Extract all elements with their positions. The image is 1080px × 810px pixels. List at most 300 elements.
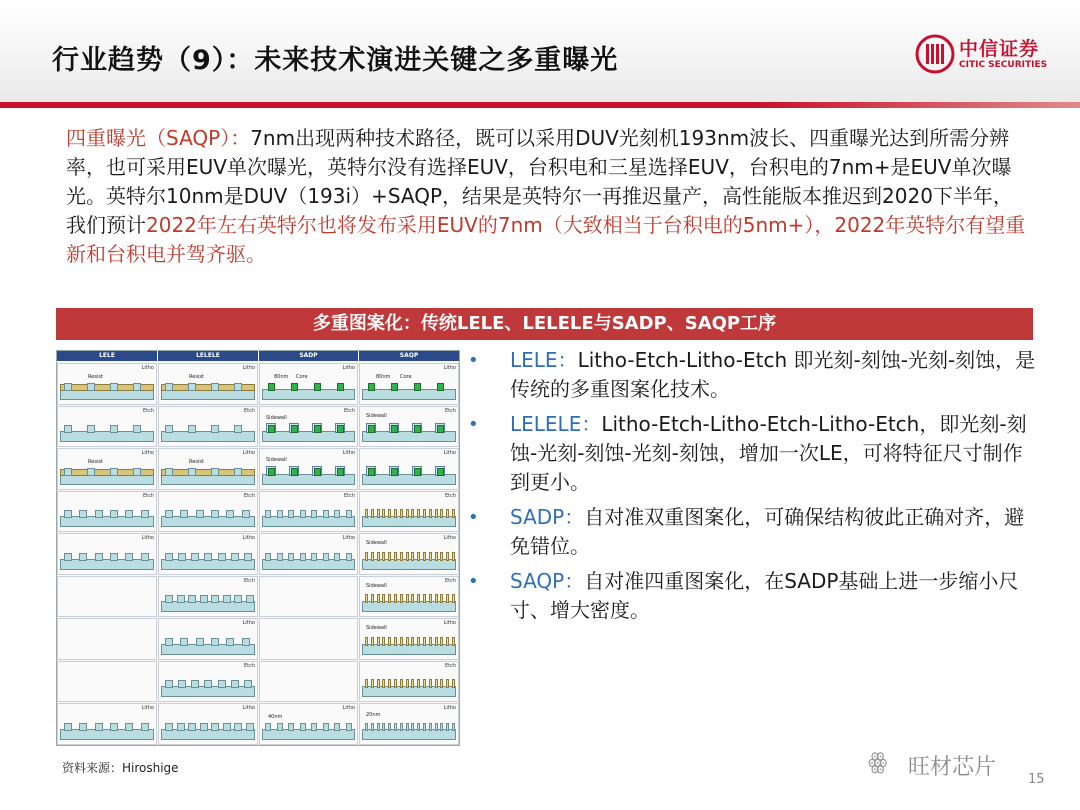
pattern-line — [125, 723, 133, 731]
diagram-cell — [259, 491, 358, 533]
spacer-fin — [411, 509, 414, 518]
pattern-line — [125, 510, 133, 518]
diagram-cell — [359, 703, 459, 745]
dimension-label: 80nm — [376, 374, 391, 380]
spacer-fin — [382, 637, 385, 646]
step-label: Etch — [243, 662, 255, 669]
step-label: Litho — [443, 365, 456, 371]
step-label: Litho — [141, 535, 154, 541]
spacer-fin — [423, 637, 426, 646]
spacer-fin — [371, 637, 374, 646]
pattern-line — [417, 723, 420, 731]
pattern-line — [334, 510, 340, 518]
sidewall-label: Sidewall — [266, 457, 287, 463]
pattern-line — [177, 723, 185, 731]
spacer-fin — [429, 594, 432, 603]
pattern-line — [165, 468, 173, 476]
pattern-line — [277, 510, 283, 518]
spacer-fin — [435, 509, 438, 518]
dimension-label: 40nm — [268, 714, 283, 720]
spacer-fin — [400, 679, 403, 688]
bullet-text: Litho-Etch-Litho-Etch-Litho-Etch，即光刻-刻蚀-光刻-刻蚀-光刻-刻蚀，增加一次LE，可将特征尺寸制作到更小。 — [510, 412, 1027, 494]
spacer-fin — [382, 552, 385, 561]
step-label: Etch — [444, 662, 456, 669]
spacer-fin — [452, 637, 455, 646]
pattern-line — [200, 723, 208, 731]
spacer-fin — [377, 552, 380, 561]
pattern-line — [323, 723, 329, 731]
diagram-cell — [158, 491, 258, 533]
core-mandrel — [368, 425, 375, 433]
spacer-fin — [406, 594, 409, 603]
spacer-fin — [400, 552, 403, 561]
pattern-line — [95, 553, 103, 561]
step-label: Etch — [444, 407, 456, 414]
header-divider — [0, 102, 1080, 108]
pattern-line — [79, 553, 87, 561]
core-mandrel — [391, 383, 398, 391]
pattern-line — [178, 553, 186, 561]
spacer-fin — [394, 679, 397, 688]
diagram-cell — [259, 618, 358, 660]
step-label: Litho — [342, 365, 355, 371]
pattern-line — [211, 723, 219, 731]
step-label: Litho — [342, 705, 355, 711]
spacer-fin — [365, 594, 368, 603]
bullet-text: Litho-Etch-Litho-Etch 即光刻-刻蚀-光刻-刻蚀，是传统的多重图案化技术。 — [510, 348, 1036, 401]
spacer-fin — [365, 637, 368, 646]
spacer-fin — [394, 637, 397, 646]
spacer-fin — [440, 679, 443, 688]
pattern-line — [204, 553, 212, 561]
pattern-line — [200, 595, 208, 603]
pattern-line — [242, 510, 250, 518]
spacer-fin — [452, 594, 455, 603]
bullet-item — [466, 410, 1036, 497]
bullet-item — [466, 567, 1036, 625]
spacer-fin — [377, 594, 380, 603]
spacer-fin — [423, 679, 426, 688]
bullet-item — [466, 346, 1036, 404]
diagram-cell — [359, 491, 459, 533]
core-mandrel — [414, 468, 421, 476]
spacer-fin — [411, 637, 414, 646]
spacer-fin — [417, 637, 420, 646]
pattern-line — [79, 723, 87, 731]
pattern-line — [211, 510, 219, 518]
diagram-cell — [57, 363, 157, 405]
pattern-line — [244, 680, 252, 688]
spacer-fin — [400, 637, 403, 646]
pattern-line — [64, 425, 72, 433]
pattern-line — [165, 425, 173, 433]
diagram-cell — [57, 618, 157, 660]
spacer-fin — [435, 594, 438, 603]
core-mandrel — [314, 468, 321, 476]
pattern-line — [423, 723, 426, 731]
pattern-line — [87, 468, 95, 476]
spacer-fin — [440, 509, 443, 518]
core-mandrel — [268, 468, 275, 476]
pattern-line — [64, 510, 72, 518]
pattern-line — [265, 553, 271, 561]
step-label: Etch — [243, 492, 255, 499]
spacer-fin — [388, 637, 391, 646]
diagram-cell — [359, 533, 459, 575]
core-mandrel — [368, 383, 375, 391]
pattern-line — [226, 638, 234, 646]
pattern-line — [133, 425, 141, 433]
pattern-line — [188, 425, 196, 433]
core-label: Core — [400, 374, 412, 380]
core-mandrel — [391, 425, 398, 433]
pattern-line — [323, 510, 329, 518]
pattern-line — [446, 723, 449, 731]
spacer-fin — [382, 594, 385, 603]
diagram-cell — [158, 363, 258, 405]
bullet-dot-icon: • — [468, 571, 479, 592]
step-label: Litho — [242, 620, 255, 626]
diagram-cell — [57, 406, 157, 448]
spacer-fin — [388, 594, 391, 603]
pattern-line — [377, 723, 380, 731]
diagram-cell — [259, 661, 358, 703]
diagram-cell — [57, 661, 157, 703]
diagram-cell — [259, 406, 358, 448]
watermark — [868, 747, 1038, 781]
pattern-line — [265, 723, 271, 731]
pattern-line — [196, 638, 204, 646]
step-label: Litho — [141, 450, 154, 456]
pattern-line — [435, 723, 438, 731]
step-label: Etch — [243, 577, 255, 584]
spacer-fin — [417, 679, 420, 688]
bullet-text: 自对准四重图案化，在SADP基础上进一步缩小尺寸、增大密度。 — [510, 569, 1019, 622]
pattern-line — [133, 468, 141, 476]
pattern-line — [211, 425, 219, 433]
pattern-line — [234, 468, 242, 476]
pattern-line — [178, 680, 186, 688]
step-label: Etch — [142, 492, 154, 499]
spacer-fin — [411, 679, 414, 688]
pattern-line — [388, 723, 391, 731]
diagram-cell — [158, 618, 258, 660]
section-banner: 多重图案化：传统LELE、LELELE与SADP、SAQP工序 — [56, 308, 1033, 340]
pattern-line — [300, 553, 306, 561]
spacer-fin — [377, 509, 380, 518]
spacer-fin — [406, 552, 409, 561]
pattern-line — [110, 510, 118, 518]
page-title: 行业趋势（9）：未来技术演进关键之多重曝光 — [52, 45, 619, 76]
pattern-line — [191, 680, 199, 688]
sidewall-label: Sidewall — [366, 412, 387, 419]
pattern-line — [382, 723, 385, 731]
pattern-line — [334, 553, 340, 561]
diagram-col-header: LELE — [57, 351, 157, 361]
spacer-fin — [371, 552, 374, 561]
pattern-line — [211, 468, 219, 476]
bullet-term: LELE： — [510, 348, 578, 372]
spacer-fin — [452, 552, 455, 561]
pattern-line — [165, 553, 173, 561]
pattern-line — [218, 553, 226, 561]
pattern-line — [400, 723, 403, 731]
spacer-fin — [446, 509, 449, 518]
pattern-line — [211, 638, 219, 646]
bullet-item — [466, 503, 1036, 561]
pattern-line — [110, 553, 118, 561]
spacer-fin — [423, 594, 426, 603]
pattern-line — [95, 723, 103, 731]
intro-paragraph — [66, 124, 1026, 269]
spacer-fin — [406, 637, 409, 646]
diagram-cell — [57, 703, 157, 745]
step-label: Litho — [443, 705, 456, 711]
core-mandrel — [337, 468, 344, 476]
pattern-line — [211, 595, 219, 603]
spacer-fin — [411, 552, 414, 561]
spacer-fin — [423, 552, 426, 561]
sidewall-label: Sidewall — [366, 540, 387, 546]
pattern-line — [204, 680, 212, 688]
spacer-fin — [417, 552, 420, 561]
pattern-line — [188, 723, 196, 731]
step-label: Etch — [243, 407, 255, 414]
spacer-fin — [411, 594, 414, 603]
pattern-line — [231, 553, 239, 561]
step-label: Litho — [443, 535, 456, 541]
pattern-line — [79, 510, 87, 518]
spacer-fin — [365, 509, 368, 518]
core-mandrel — [337, 383, 344, 391]
bullet-term: SADP： — [510, 505, 585, 529]
diagram-col-header: SAQP — [359, 351, 459, 361]
pattern-line — [218, 680, 226, 688]
spacer-fin — [417, 509, 420, 518]
pattern-line — [87, 425, 95, 433]
sidewall-label: Sidewall — [366, 582, 387, 589]
spacer-fin — [365, 679, 368, 688]
patterning-process-diagram — [56, 350, 460, 746]
step-label: Etch — [343, 407, 355, 414]
step-label: Litho — [242, 535, 255, 541]
pattern-line — [223, 723, 231, 731]
pattern-line — [346, 510, 352, 518]
core-mandrel — [437, 468, 444, 476]
resist-label: Resist — [189, 374, 204, 380]
citic-logo-icon — [915, 34, 955, 74]
diagram-cell — [359, 661, 459, 703]
step-label: Etch — [444, 577, 456, 584]
core-mandrel — [291, 383, 298, 391]
diagram-cell — [359, 576, 459, 618]
pattern-line — [64, 468, 72, 476]
diagram-cell — [158, 533, 258, 575]
step-label: Litho — [342, 450, 355, 456]
spacer-fin — [429, 509, 432, 518]
step-label: Etch — [343, 492, 355, 499]
bullet-dot-icon: • — [468, 350, 479, 371]
step-label: Litho — [443, 450, 456, 456]
spacer-fin — [435, 679, 438, 688]
diagram-cell — [259, 533, 358, 575]
pattern-line — [87, 383, 95, 391]
pattern-line — [440, 723, 443, 731]
pattern-line — [234, 723, 242, 731]
resist-label: Resist — [189, 459, 204, 465]
pattern-line — [246, 595, 254, 603]
pattern-line — [231, 680, 239, 688]
step-label: Litho — [242, 450, 255, 456]
logo-text-cn: 中信证券 — [959, 38, 1040, 60]
pattern-line — [64, 553, 72, 561]
pattern-line — [141, 553, 149, 561]
spacer-fin — [440, 594, 443, 603]
intro-body: 7nm出现两种技术路径，既可以采用DUV光刻机193nm波长、四重曝光达到所需分辨率，也可采用EUV单次曝光，英特尔没有选择EUV，台积电和三星选择EUV，台积电的7nm+是EUV单次曝光。英特尔10nm是DUV（193i）+SAQP，结果是英特尔一再推迟量产，高性能版本推迟到2020下半年，我们预计 — [66, 126, 1013, 237]
spacer-fin — [371, 594, 374, 603]
diagram-cell — [57, 448, 157, 490]
spacer-fin — [440, 637, 443, 646]
core-mandrel — [414, 383, 421, 391]
pattern-line — [406, 723, 409, 731]
pattern-line — [323, 553, 329, 561]
spacer-fin — [388, 552, 391, 561]
diagram-cell — [259, 576, 358, 618]
diagram-cell — [359, 406, 459, 448]
diagram-cell — [158, 406, 258, 448]
core-mandrel — [291, 468, 298, 476]
diagram-cell — [259, 703, 358, 745]
pattern-line — [300, 510, 306, 518]
diagram-cell — [359, 618, 459, 660]
core-mandrel — [437, 425, 444, 433]
watermark-text: 旺材芯片 — [908, 755, 997, 780]
page-number: 15 — [1028, 772, 1045, 787]
core-mandrel — [391, 468, 398, 476]
pattern-line — [133, 383, 141, 391]
diagram-col-header: SADP — [259, 351, 358, 361]
source-note: 资料来源：Hiroshige — [62, 761, 179, 775]
step-label: Litho — [141, 705, 154, 711]
spacer-fin — [452, 679, 455, 688]
pattern-line — [300, 723, 306, 731]
pattern-line — [191, 553, 199, 561]
pattern-line — [165, 638, 173, 646]
sidewall-label: Sidewall — [366, 625, 387, 631]
spacer-fin — [382, 679, 385, 688]
diagram-cell — [57, 533, 157, 575]
bullet-dot-icon: • — [468, 507, 479, 528]
pattern-line — [141, 510, 149, 518]
pattern-line — [64, 383, 72, 391]
pattern-line — [188, 383, 196, 391]
sidewall-label: Sidewall — [266, 414, 287, 421]
wechat-icon: ꙮ — [868, 750, 888, 775]
dimension-label: 80nm — [274, 374, 289, 380]
core-mandrel — [291, 425, 298, 433]
spacer-fin — [446, 637, 449, 646]
pattern-line — [165, 680, 173, 688]
spacer-fin — [365, 552, 368, 561]
step-label: Litho — [443, 620, 456, 626]
pattern-line — [188, 468, 196, 476]
step-label: Litho — [242, 705, 255, 711]
pattern-line — [277, 723, 283, 731]
diagram-cell — [359, 448, 459, 490]
pattern-line — [265, 510, 271, 518]
pattern-line — [234, 383, 242, 391]
resist-label: Resist — [88, 374, 103, 380]
spacer-fin — [417, 594, 420, 603]
pattern-line — [110, 383, 118, 391]
pattern-line — [277, 553, 283, 561]
spacer-fin — [429, 552, 432, 561]
spacer-fin — [406, 679, 409, 688]
spacer-fin — [382, 509, 385, 518]
pattern-line — [429, 723, 432, 731]
step-label: Litho — [342, 535, 355, 541]
core-mandrel — [337, 425, 344, 433]
spacer-fin — [388, 679, 391, 688]
pattern-line — [226, 510, 234, 518]
pattern-line — [211, 383, 219, 391]
pattern-line — [188, 595, 196, 603]
pattern-line — [141, 723, 149, 731]
pattern-line — [180, 638, 188, 646]
spacer-fin — [394, 509, 397, 518]
spacer-fin — [377, 637, 380, 646]
pattern-line — [165, 383, 173, 391]
bullet-dot-icon: • — [468, 414, 479, 435]
spacer-fin — [394, 594, 397, 603]
citic-logo — [915, 32, 1065, 78]
spacer-fin — [423, 509, 426, 518]
pattern-line — [64, 723, 72, 731]
step-label: Etch — [142, 407, 154, 414]
pattern-line — [411, 723, 414, 731]
pattern-line — [165, 723, 173, 731]
spacer-fin — [406, 509, 409, 518]
pattern-line — [288, 510, 294, 518]
pattern-line — [125, 553, 133, 561]
core-mandrel — [437, 383, 444, 391]
pattern-line — [234, 595, 242, 603]
pattern-line — [165, 595, 173, 603]
spacer-fin — [435, 637, 438, 646]
core-mandrel — [314, 383, 321, 391]
pattern-line — [288, 553, 294, 561]
diagram-cell — [158, 661, 258, 703]
core-mandrel — [268, 425, 275, 433]
pattern-line — [246, 723, 254, 731]
pattern-line — [110, 468, 118, 476]
pattern-line — [334, 723, 340, 731]
core-mandrel — [268, 383, 275, 391]
spacer-fin — [371, 509, 374, 518]
diagram-cell — [158, 448, 258, 490]
pattern-line — [196, 510, 204, 518]
spacer-fin — [435, 552, 438, 561]
spacer-fin — [429, 637, 432, 646]
core-label: Core — [296, 374, 308, 380]
diagram-cell — [259, 363, 358, 405]
pattern-line — [452, 723, 455, 731]
core-mandrel — [314, 425, 321, 433]
resist-label: Resist — [88, 459, 103, 465]
pattern-line — [242, 638, 250, 646]
diagram-col-header: LELELE — [158, 351, 258, 361]
spacer-fin — [452, 509, 455, 518]
